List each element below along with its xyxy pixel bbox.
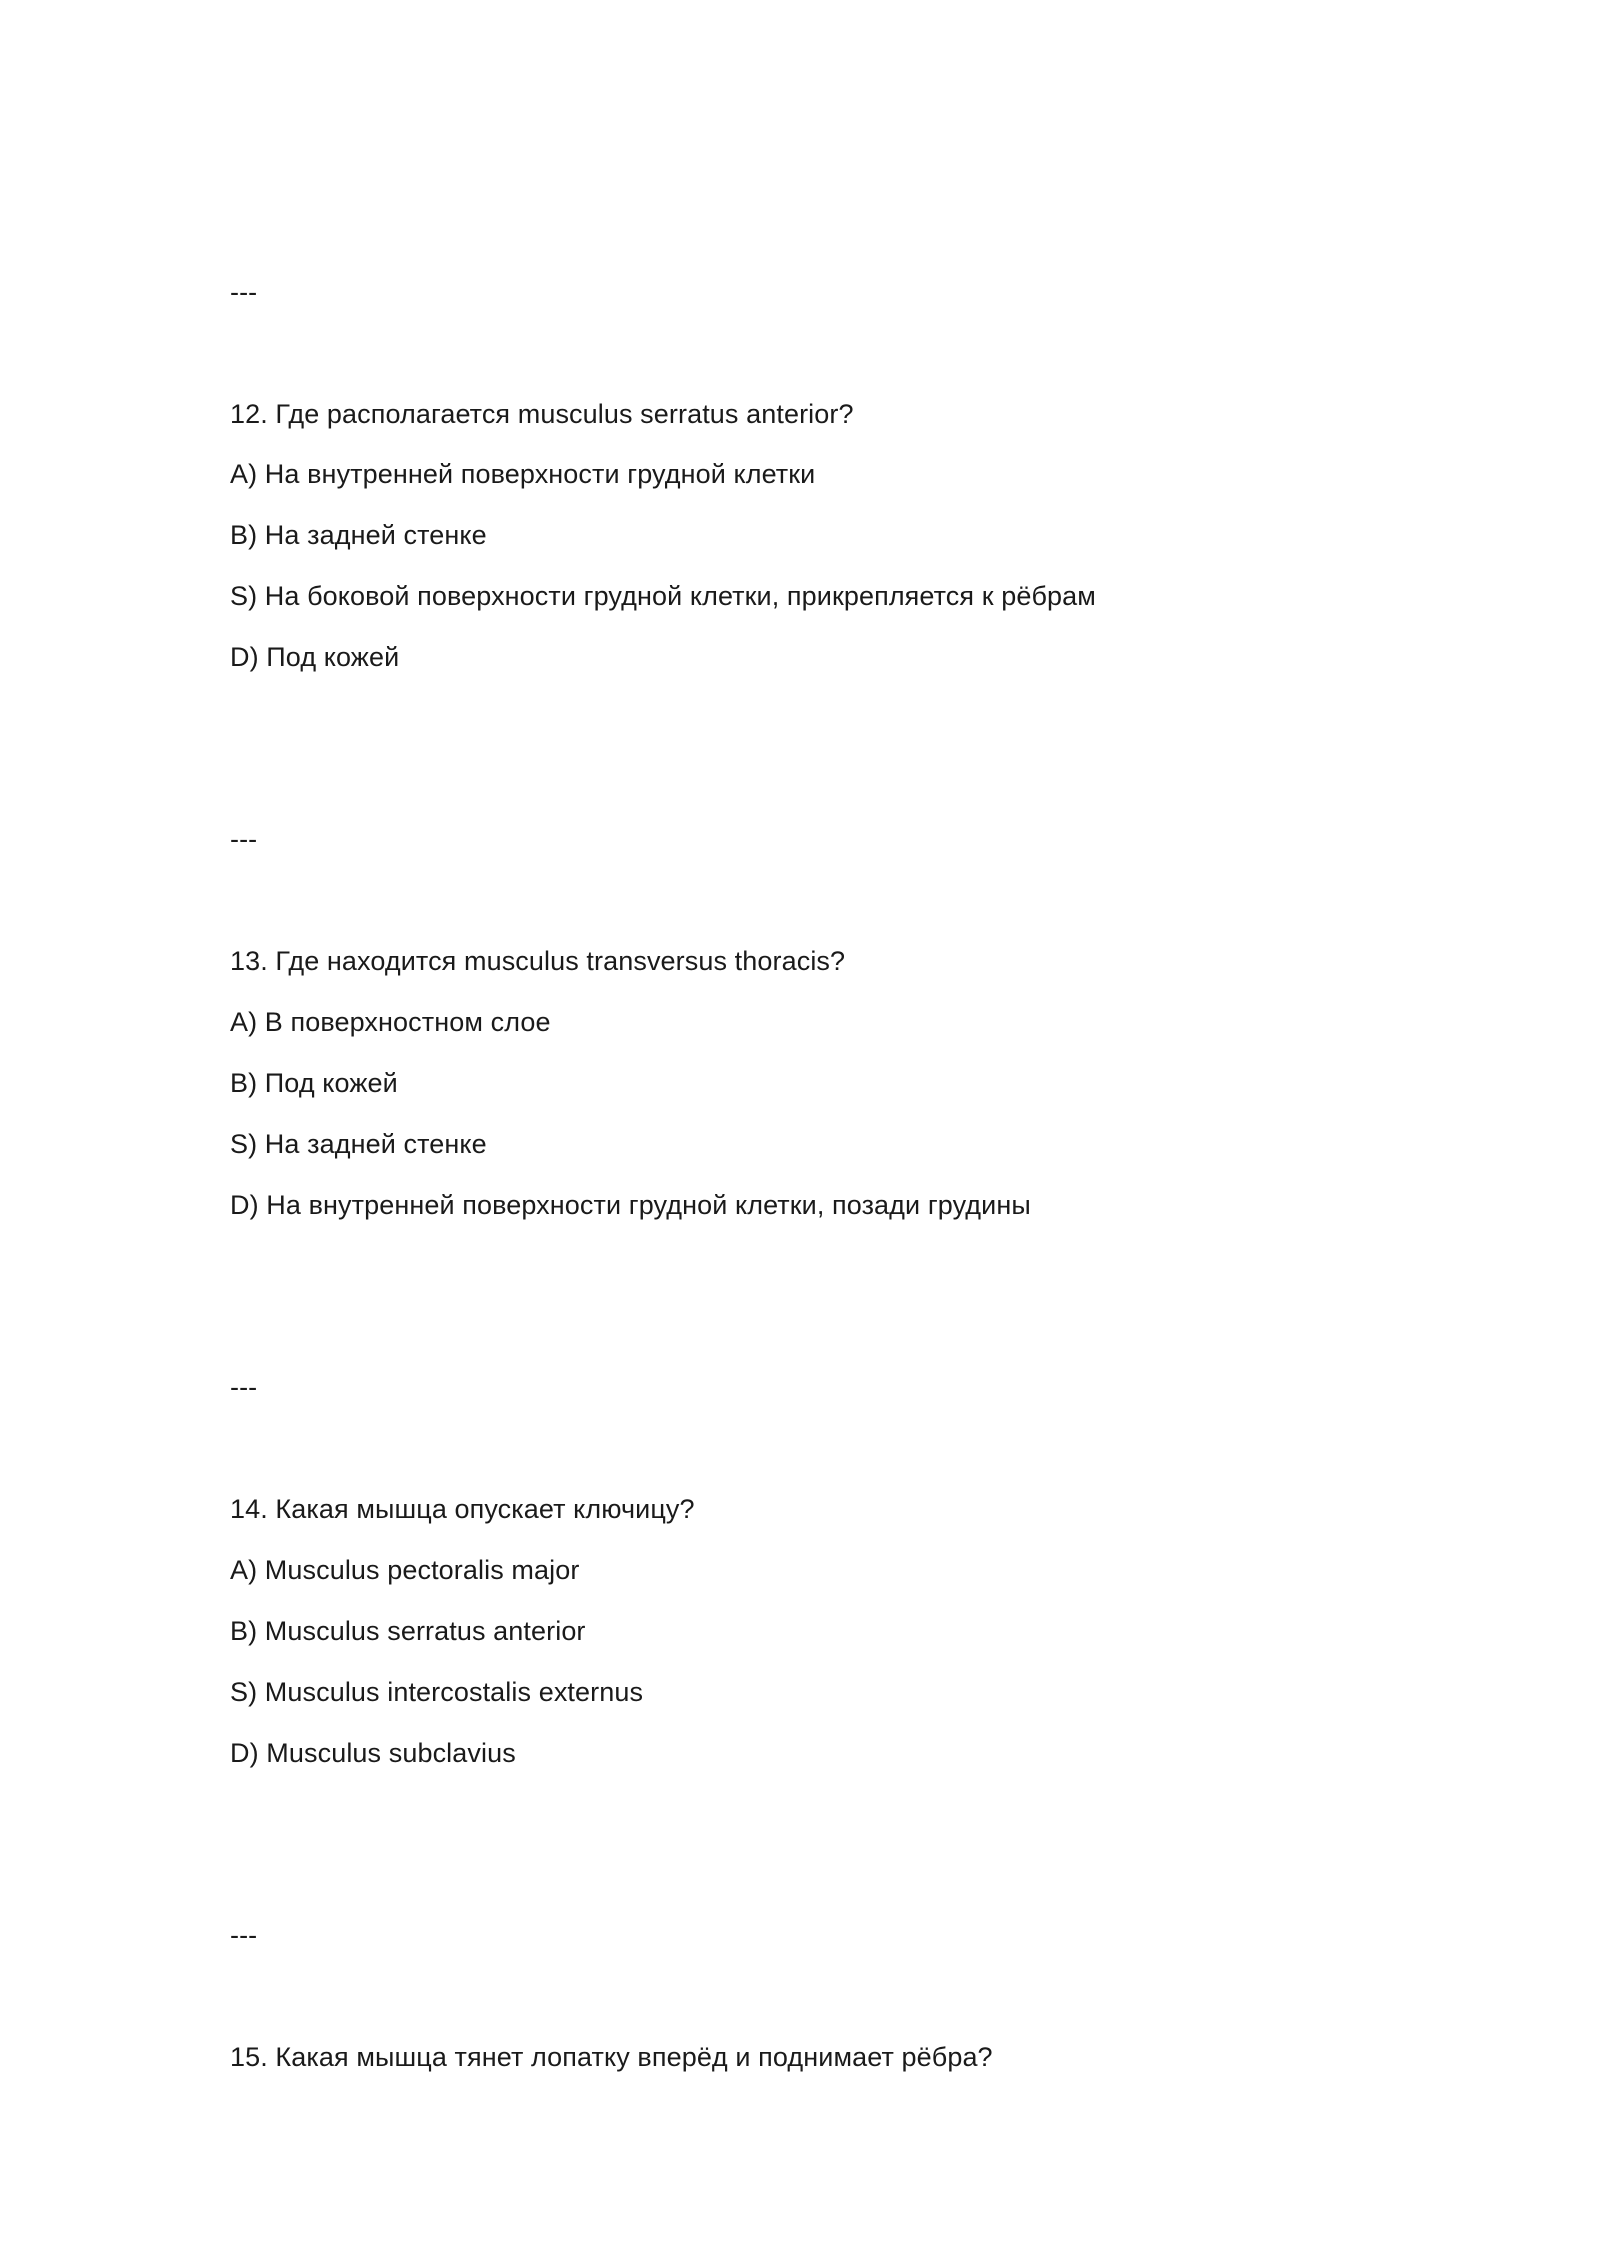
question-13-option-b: B) Под кожей: [230, 1068, 398, 1098]
question-12-option-b: B) На задней стенке: [230, 520, 487, 550]
question-14-option-s: S) Musculus intercostalis externus: [230, 1677, 644, 1707]
question-14-option-b: B) Musculus serratus anterior: [230, 1616, 586, 1646]
question-12-option-d: D) Под кожей: [230, 642, 400, 672]
question-15-text: 15. Какая мышца тянет лопатку вперёд и поднимает рёбра?: [230, 2042, 993, 2072]
question-12-option-a: A) На внутренней поверхности грудной клетки: [230, 459, 816, 489]
separator: ---: [230, 1372, 258, 1402]
question-12-option-s: S) На боковой поверхности грудной клетки, прикрепляется к рёбрам: [230, 581, 1096, 611]
question-13-option-d: D) На внутренней поверхности грудной клетки, позади грудины: [230, 1190, 1031, 1220]
question-14-option-d: D) Musculus subclavius: [230, 1738, 516, 1768]
separator: ---: [230, 1920, 258, 1950]
question-13-option-a: A) В поверхностном слое: [230, 1007, 551, 1037]
question-12-text: 12. Где располагается musculus serratus anterior?: [230, 399, 854, 429]
separator: ---: [230, 824, 258, 854]
separator: ---: [230, 277, 258, 307]
question-13-option-s: S) На задней стенке: [230, 1129, 487, 1159]
question-14-option-a: A) Musculus pectoralis major: [230, 1555, 580, 1585]
question-13-text: 13. Где находится musculus transversus thoracis?: [230, 946, 846, 976]
question-14-text: 14. Какая мышца опускает ключицу?: [230, 1494, 695, 1524]
